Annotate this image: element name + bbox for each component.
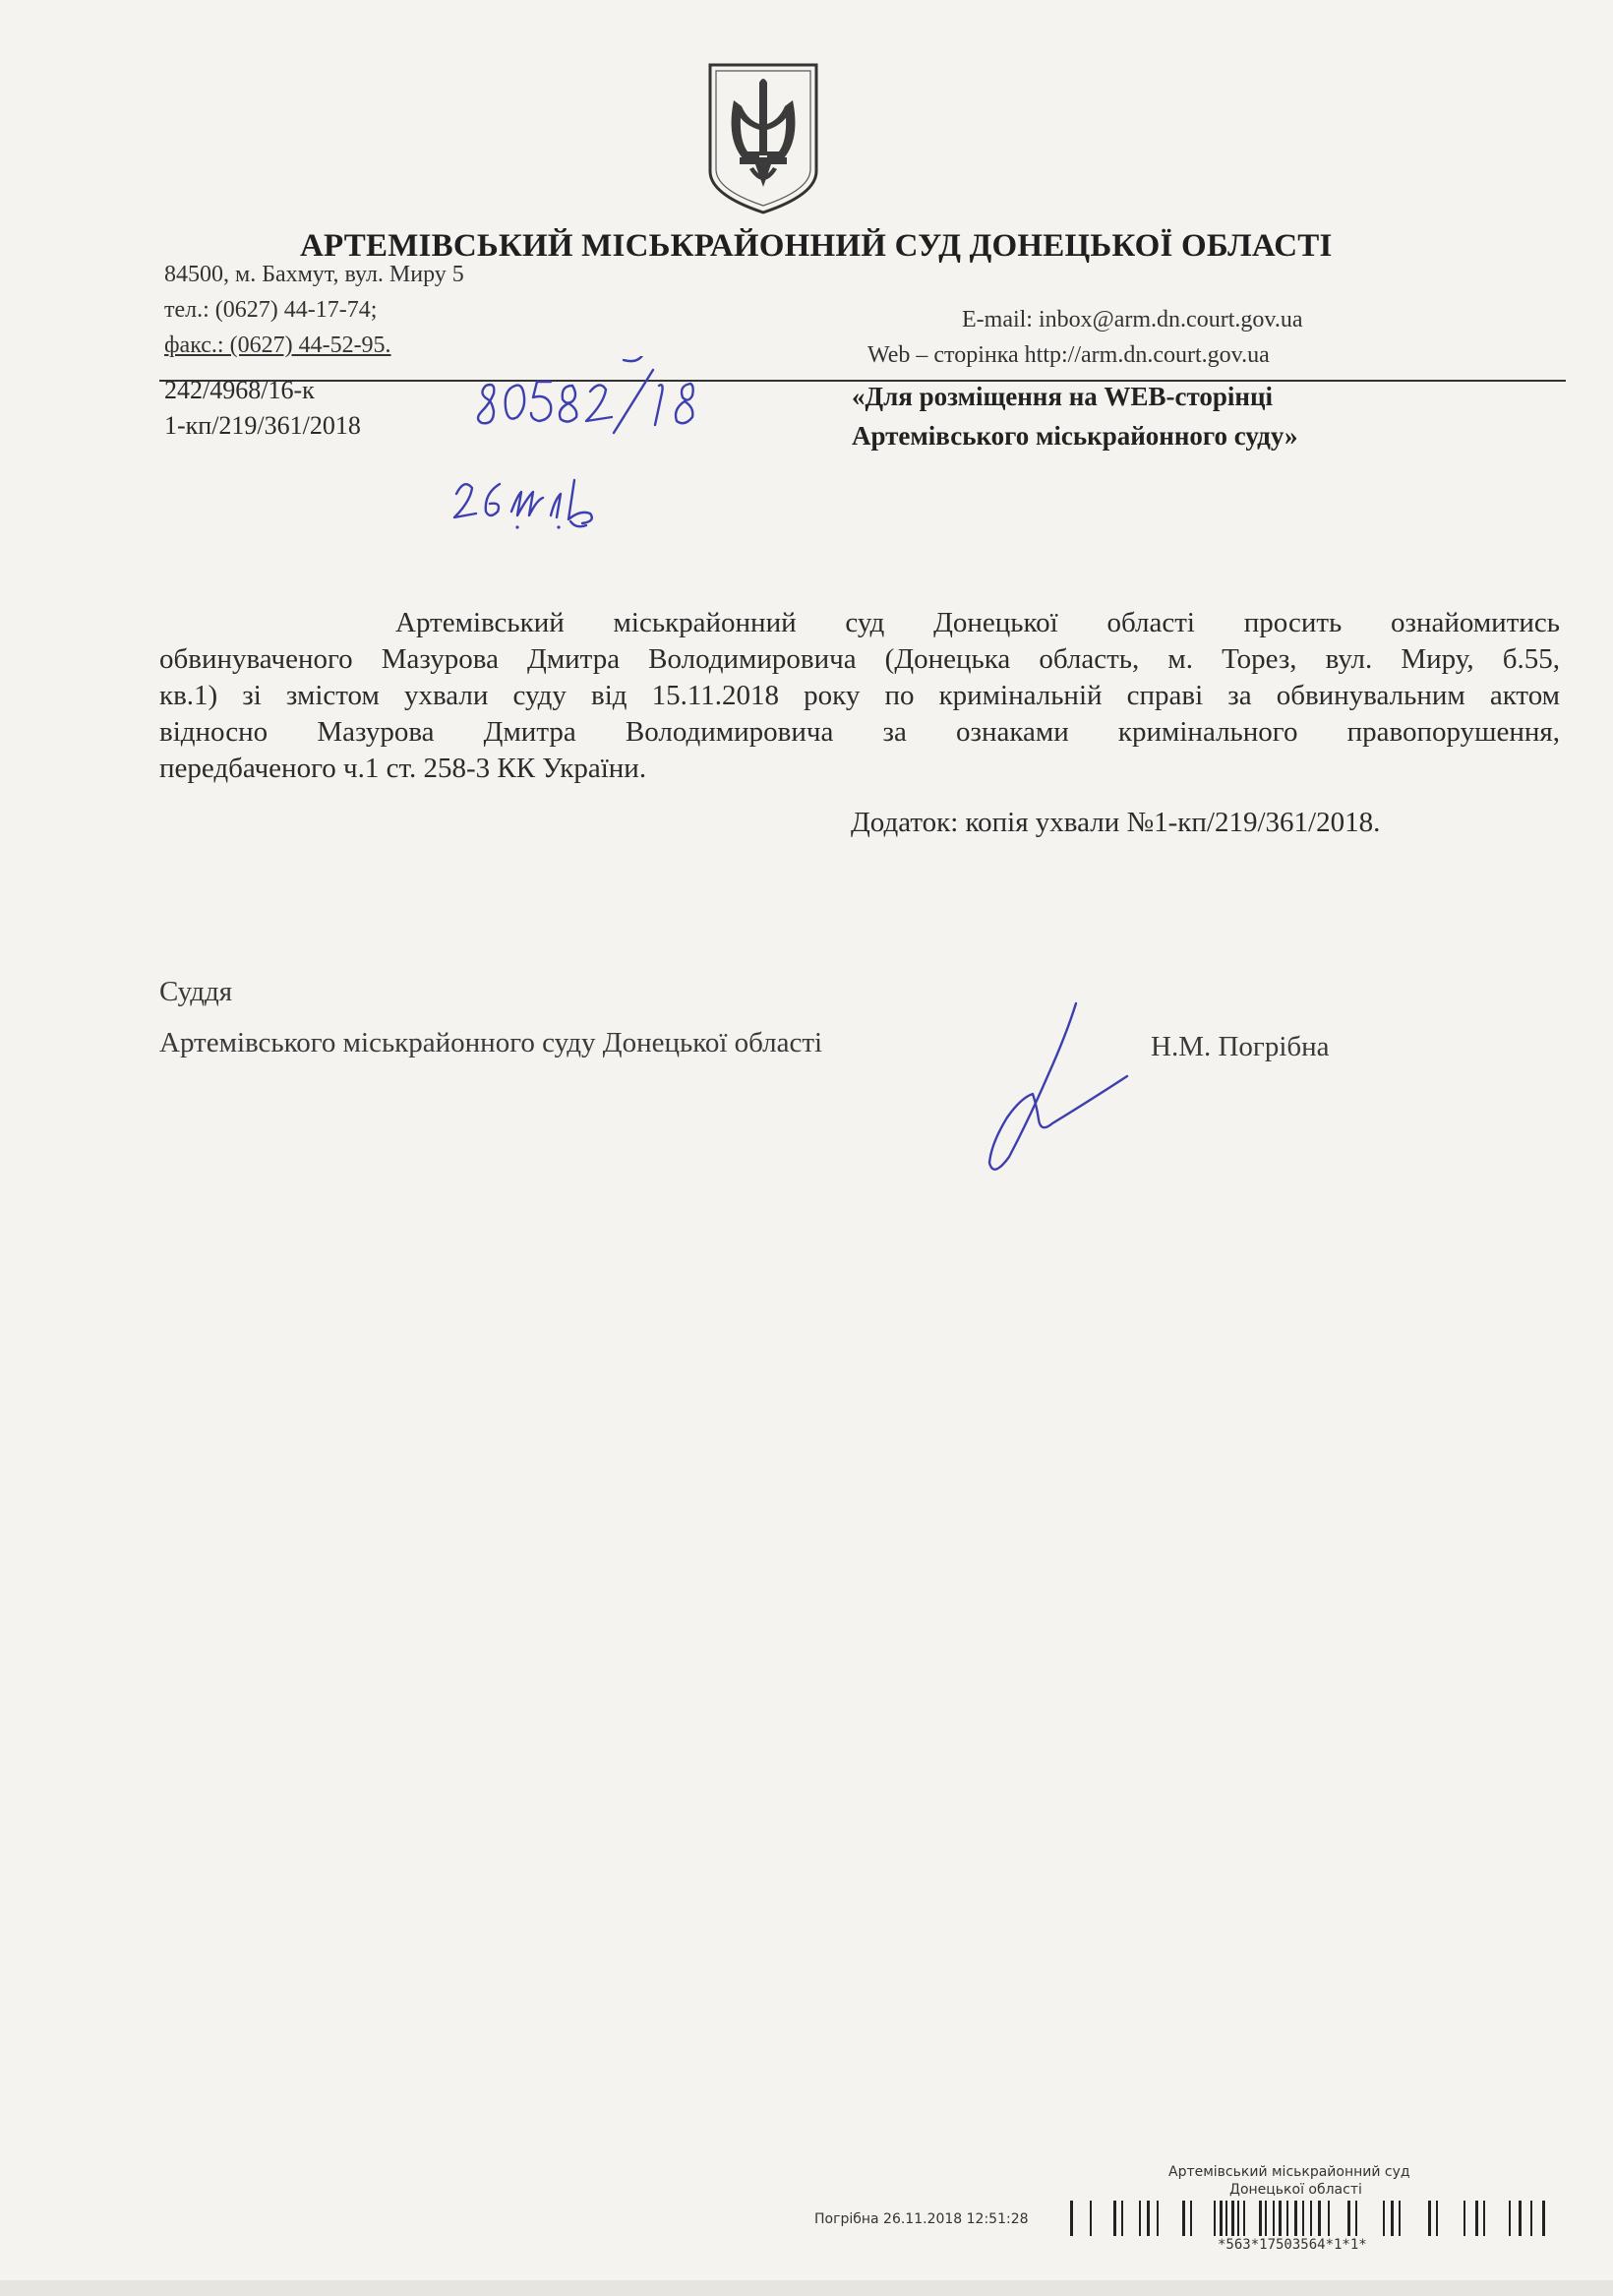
proceeding-number: 1-кп/219/361/2018 bbox=[164, 411, 361, 440]
document-barcode bbox=[1070, 2201, 1548, 2236]
judge-name: Н.М. Погрібна bbox=[1151, 1031, 1330, 1062]
coat-of-arms-emblem bbox=[704, 61, 822, 216]
body-line: обвинуваченого Мазурова Дмитра Володимировича (Донецька область, м. Торез, вул. Миру, б.55, bbox=[159, 643, 1560, 675]
scan-bottom-edge bbox=[0, 2280, 1613, 2296]
court-email: E-mail: inbox@arm.dn.court.gov.ua bbox=[962, 307, 1303, 332]
web-notice-line2: Артемівського міськрайонного суду» bbox=[852, 421, 1298, 451]
barcode-text: *563*17503564*1*1* bbox=[1218, 2237, 1367, 2253]
stamp-signed-by: Погрібна 26.11.2018 12:51:28 bbox=[814, 2211, 1029, 2227]
court-phone: тел.: (0627) 44-17-74; bbox=[164, 297, 378, 323]
letter-body bbox=[159, 605, 1560, 787]
case-number: 242/4968/16-к bbox=[164, 376, 315, 404]
body-line: Артемівський міськрайонний суд Донецької області просить ознайомитись bbox=[395, 607, 1560, 638]
court-website: Web – сторінка http://arm.dn.court.gov.ua bbox=[867, 342, 1270, 368]
stamp-court-line1: Артемівський міськрайонний суд bbox=[1168, 2164, 1410, 2180]
signature-title: Суддя bbox=[159, 976, 233, 1007]
court-name-heading: АРТЕМІВСЬКИЙ МІСЬКРАЙОННИЙ СУД ДОНЕЦЬКОЇ ОБЛАСТІ bbox=[300, 228, 1333, 264]
body-line: кв.1) зі змістом ухвали суду від 15.11.2018 року по кримінальній справі за обвинувальним актом bbox=[159, 680, 1560, 711]
stamp-court-line2: Донецької області bbox=[1229, 2182, 1362, 2198]
court-address: 84500, м. Бахмут, вул. Миру 5 bbox=[164, 262, 464, 287]
court-fax: факс.: (0627) 44-52-95. bbox=[164, 332, 391, 358]
web-notice-line1: «Для розміщення на WEB-сторінці bbox=[852, 382, 1274, 411]
body-line: передбаченого ч.1 ст. 258-3 КК України. bbox=[159, 753, 647, 784]
handwritten-signature bbox=[980, 996, 1147, 1178]
signature-court: Артемівського міськрайонного суду Донецької області bbox=[159, 1027, 823, 1058]
body-line: відносно Мазурова Дмитра Володимировича за ознаками кримінального правопорушення, bbox=[159, 716, 1560, 748]
attachment-note: Додаток: копія ухвали №1-кп/219/361/2018. bbox=[851, 807, 1381, 838]
handwritten-registration-number bbox=[470, 356, 728, 445]
handwritten-date-note bbox=[448, 470, 635, 539]
